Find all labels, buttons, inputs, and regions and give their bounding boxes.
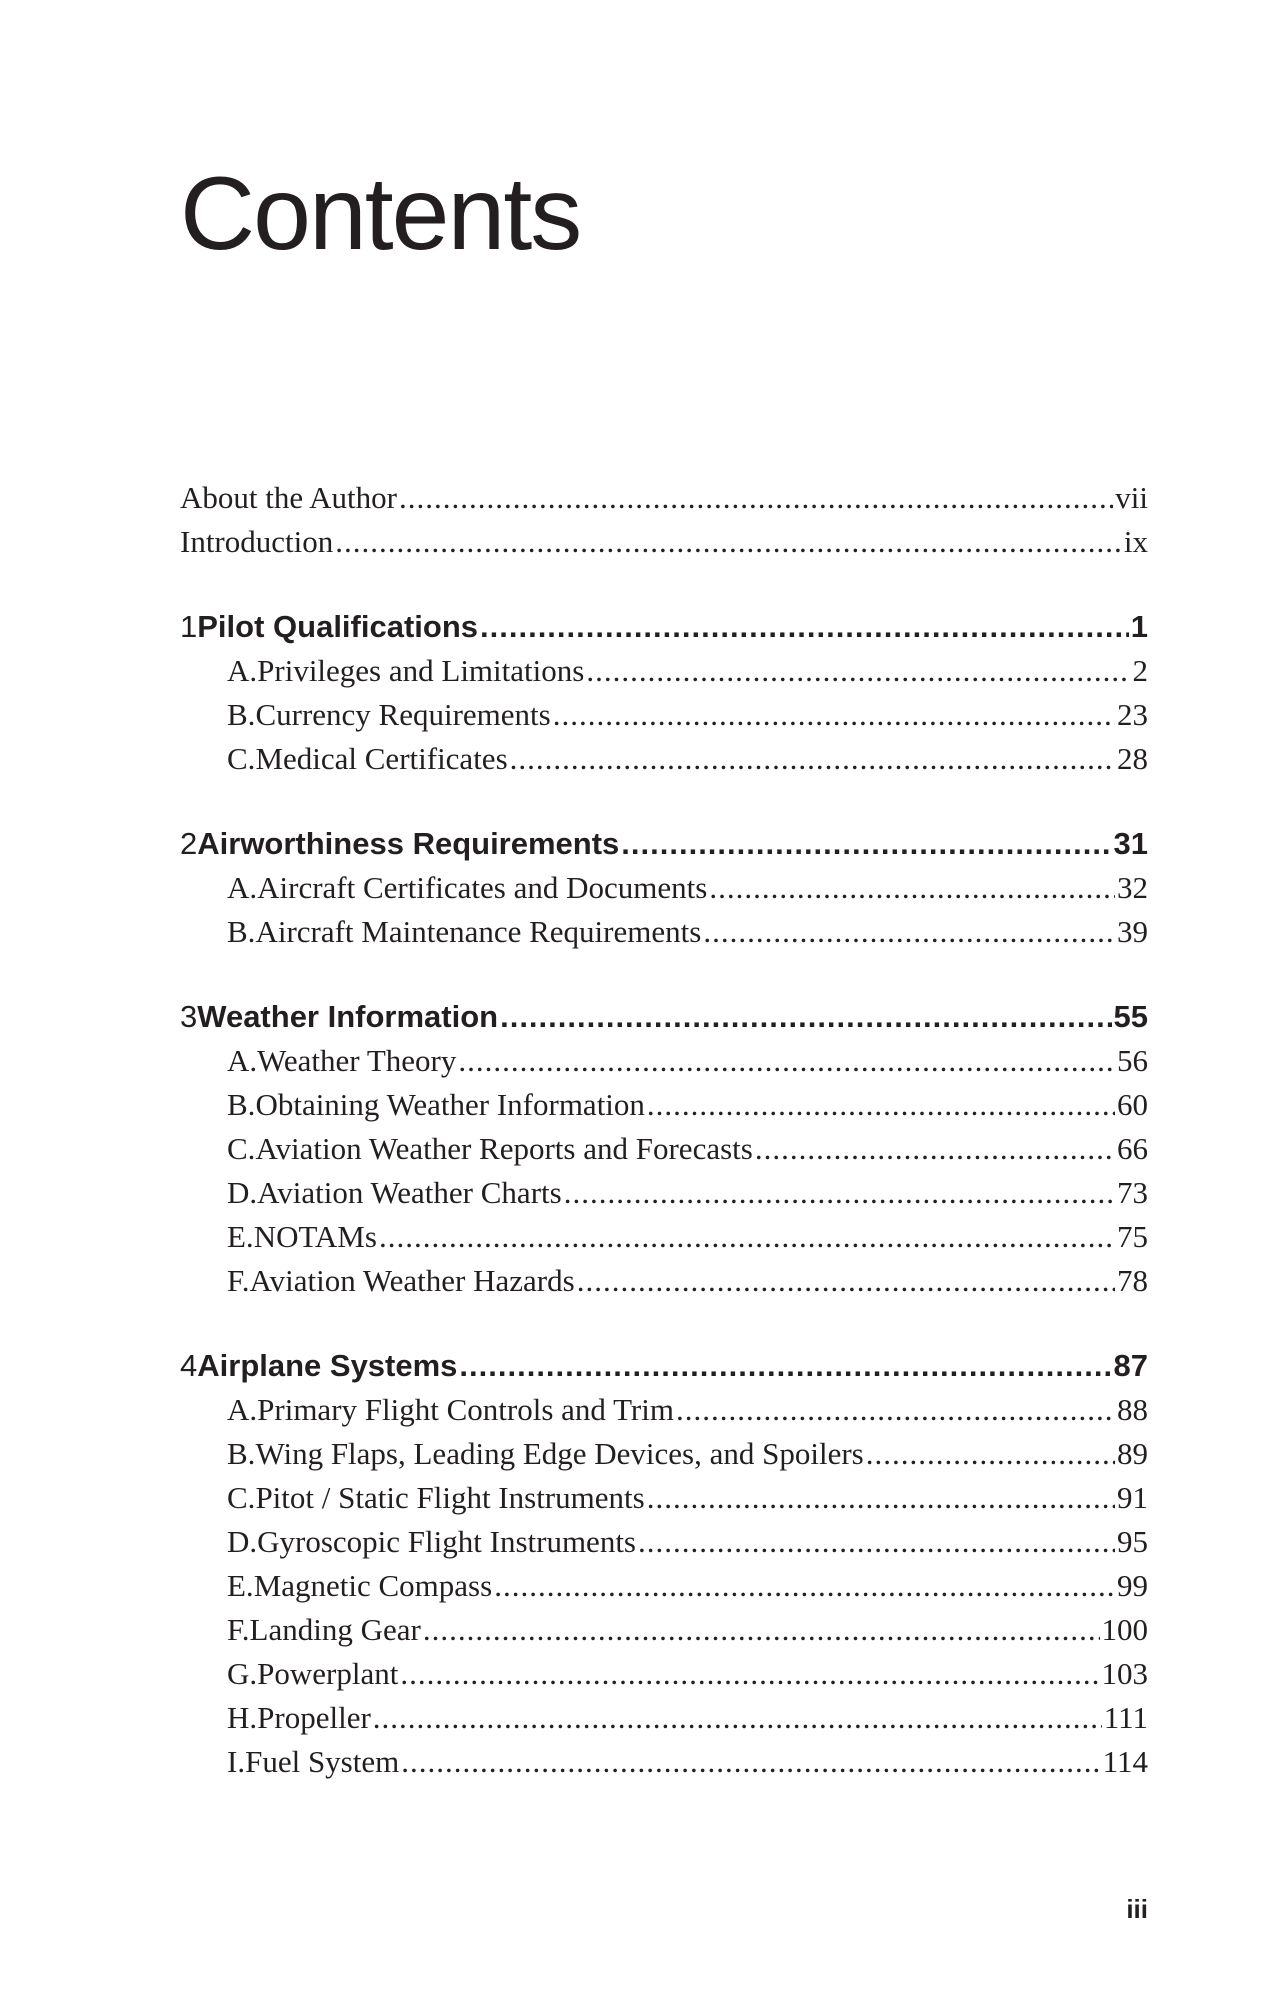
section-letter: C. [227,1131,256,1166]
toc-section[interactable] [180,1520,1148,1564]
dot-leader [458,1039,1115,1083]
section-title: Weather Theory [257,1043,457,1078]
chapter-number: 4 [180,1348,198,1383]
dot-leader [494,1564,1115,1608]
toc-page-number: 88 [1117,1392,1148,1427]
section-title: Fuel System [245,1744,400,1779]
section-title: Aircraft Maintenance Requirements [255,914,702,949]
toc-page-number: 39 [1117,914,1148,949]
section-letter: F. [227,1612,250,1647]
toc-page-number: 32 [1117,870,1148,905]
section-letter: A. [227,1043,258,1078]
section-title: Medical Certificates [255,741,508,776]
dot-leader [500,995,1111,1039]
toc-chapter-1[interactable] [180,605,1148,649]
toc-section[interactable] [180,1564,1148,1608]
dot-leader [676,1388,1115,1432]
toc-page-number: 91 [1117,1480,1148,1515]
section-letter: I. [227,1744,246,1779]
toc-page-number: ix [1123,524,1148,559]
toc-section[interactable] [180,1127,1148,1171]
toc-page-number: 95 [1117,1524,1148,1559]
toc-page-number: 60 [1117,1087,1148,1122]
section-title: Primary Flight Controls and Trim [257,1392,674,1427]
section-letter: A. [227,653,258,688]
section-letter: A. [227,1392,258,1427]
section-letter: B. [227,697,256,732]
toc-page-number: 66 [1117,1131,1148,1166]
dot-leader [577,1259,1115,1303]
section-title: Obtaining Weather Information [255,1087,645,1122]
toc-entry-introduction[interactable] [180,520,1148,564]
toc-entry-about-the-author[interactable] [180,476,1148,520]
dot-leader [755,1127,1115,1171]
dot-leader [647,1083,1115,1127]
section-letter: B. [227,1436,256,1471]
toc-page-number: vii [1115,480,1148,515]
dot-leader [621,822,1111,866]
toc-page-number: 56 [1117,1043,1148,1078]
toc-section[interactable] [180,866,1148,910]
toc-page-number: 31 [1113,826,1148,861]
chapter-title: Airworthiness Requirements [197,826,620,861]
section-letter: A. [227,870,258,905]
toc-chapter-2[interactable] [180,822,1148,866]
toc-page-number: 78 [1117,1263,1148,1298]
page-title: Contents [180,156,581,272]
section-letter: B. [227,914,256,949]
section-title: Wing Flaps, Leading Edge Devices, and Spoilers [255,1436,864,1471]
section-title: Aviation Weather Charts [257,1175,562,1210]
dot-leader [399,476,1113,520]
dot-leader [586,649,1130,693]
toc-page-number: 2 [1132,653,1148,688]
dot-leader [459,1344,1111,1388]
toc-section[interactable] [180,1083,1148,1127]
section-letter: H. [227,1700,258,1735]
dot-leader [709,866,1115,910]
section-letter: E. [227,1568,254,1603]
toc-section[interactable] [180,737,1148,781]
dot-leader [400,1652,1099,1696]
toc-page-number: 87 [1113,1348,1148,1383]
section-title: Propeller [257,1700,371,1735]
section-title: Powerplant [257,1656,399,1691]
toc-page-number: 103 [1101,1656,1148,1691]
section-letter: E. [227,1219,254,1254]
dot-leader [564,1171,1115,1215]
chapter-title: Pilot Qualifications [197,609,479,644]
dot-leader [373,1696,1102,1740]
dot-leader [401,1740,1100,1784]
section-title: Currency Requirements [255,697,551,732]
toc-page-number: 99 [1117,1568,1148,1603]
dot-leader [647,1476,1115,1520]
dot-leader [703,910,1115,954]
section-letter: F. [227,1263,250,1298]
toc-page-number: 100 [1101,1612,1148,1647]
dot-leader [638,1520,1115,1564]
dot-leader [379,1215,1115,1259]
table-of-contents [180,476,1148,1784]
chapter-title: Airplane Systems [197,1348,458,1383]
toc-entry-label: About the Author [180,480,397,515]
chapter-number: 1 [180,609,198,644]
toc-page-number: 23 [1117,697,1148,732]
dot-leader [510,737,1115,781]
section-letter: D. [227,1175,258,1210]
section-letter: D. [227,1524,258,1559]
toc-page-number: 1 [1130,609,1148,644]
section-letter: C. [227,1480,256,1515]
page-folio: iii [1126,1894,1148,1924]
toc-page-number: 111 [1103,1700,1148,1735]
toc-section[interactable] [180,1171,1148,1215]
toc-chapter-3[interactable] [180,995,1148,1039]
toc-entry-label: Introduction [180,524,334,559]
toc-section[interactable] [180,1259,1148,1303]
toc-section[interactable] [180,1215,1148,1259]
section-title: Landing Gear [249,1612,421,1647]
toc-page-number: 73 [1117,1175,1148,1210]
toc-section[interactable] [180,1652,1148,1696]
section-title: Aviation Weather Reports and Forecasts [255,1131,753,1166]
section-title: Aviation Weather Hazards [249,1263,575,1298]
dot-leader [553,693,1115,737]
chapter-number: 2 [180,826,198,861]
section-letter: B. [227,1087,256,1122]
toc-section[interactable] [180,910,1148,954]
toc-section[interactable] [180,1740,1148,1784]
section-letter: G. [227,1656,258,1691]
toc-section[interactable] [180,1388,1148,1432]
toc-page-number: 75 [1117,1219,1148,1254]
toc-page-number: 55 [1113,999,1148,1034]
toc-section[interactable] [180,1432,1148,1476]
toc-section[interactable] [180,1608,1148,1652]
toc-section[interactable] [180,649,1148,693]
toc-page-number: 28 [1117,741,1148,776]
toc-page-number: 114 [1102,1744,1148,1779]
dot-leader [335,520,1122,564]
section-title: Gyroscopic Flight Instruments [257,1524,636,1559]
section-title: Aircraft Certificates and Documents [257,870,708,905]
section-letter: C. [227,741,256,776]
section-title: Magnetic Compass [253,1568,493,1603]
dot-leader [423,1608,1100,1652]
chapter-number: 3 [180,999,198,1034]
toc-section[interactable] [180,1039,1148,1083]
dot-leader [480,605,1129,649]
toc-chapter-4[interactable] [180,1344,1148,1388]
toc-page-number: 89 [1117,1436,1148,1471]
toc-section[interactable] [180,1476,1148,1520]
toc-section[interactable] [180,693,1148,737]
chapter-title: Weather Information [197,999,499,1034]
section-title: NOTAMs [253,1219,377,1254]
dot-leader [866,1432,1115,1476]
section-title: Privileges and Limitations [257,653,585,688]
toc-section[interactable] [180,1696,1148,1740]
section-title: Pitot / Static Flight Instruments [255,1480,645,1515]
